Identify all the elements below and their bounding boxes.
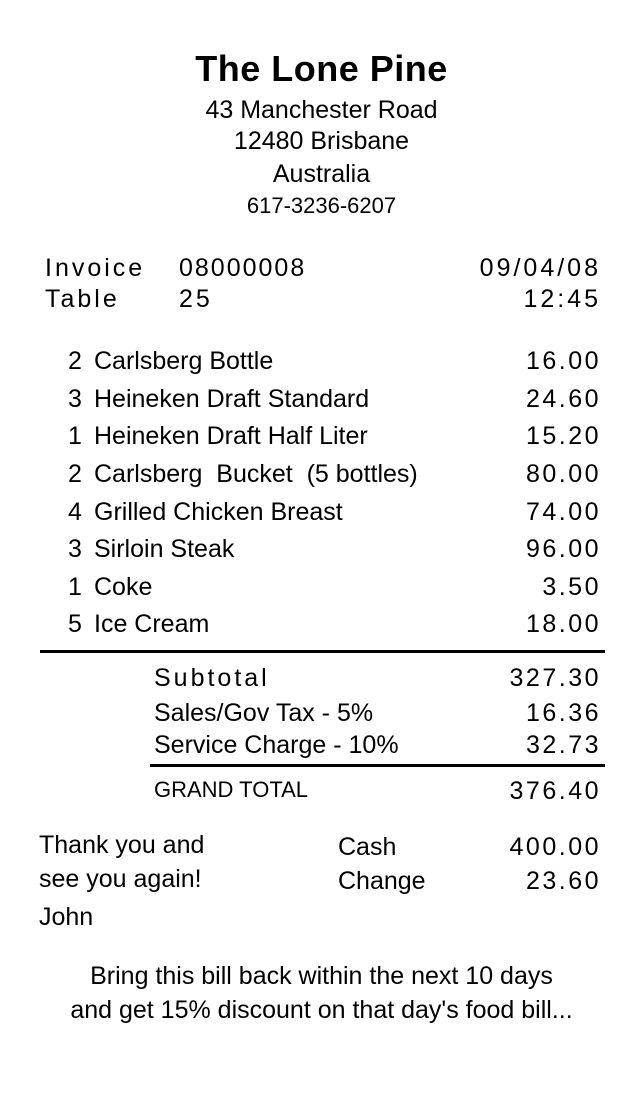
item-price: 74.00 [525, 498, 601, 526]
items-divider [40, 650, 605, 653]
item-price: 96.00 [525, 535, 601, 563]
service-charge-value: 32.73 [525, 731, 601, 759]
item-qty: 2 [68, 347, 82, 375]
service-charge-label: Service Charge - 10% [154, 731, 399, 759]
item-qty: 1 [68, 422, 82, 450]
store-address-line1: 43 Manchester Road [205, 96, 438, 124]
item-name: Sirloin Steak [94, 535, 235, 563]
change-value: 23.60 [525, 867, 601, 895]
item-name: Coke [94, 573, 153, 601]
tax-value: 16.36 [525, 699, 601, 727]
item-name: Grilled Chicken Breast [94, 498, 343, 526]
thanks-line2: see you again! [39, 865, 202, 893]
item-qty: 4 [68, 498, 82, 526]
invoice-label: Invoice [45, 254, 146, 282]
item-qty: 3 [68, 385, 82, 413]
invoice-date: 09/04/08 [479, 254, 601, 282]
table-label: Table [45, 285, 120, 313]
item-name: Ice Cream [94, 610, 210, 638]
totals-divider [150, 764, 605, 767]
invoice-number: 08000008 [179, 254, 307, 282]
invoice-time: 12:45 [523, 285, 601, 313]
store-address-line3: Australia [272, 160, 371, 188]
item-price: 24.60 [525, 385, 601, 413]
item-price: 3.50 [542, 573, 601, 601]
item-price: 15.20 [525, 422, 601, 450]
item-qty: 3 [68, 535, 82, 563]
item-qty: 2 [68, 460, 82, 488]
item-name: Carlsberg Bottle [94, 347, 274, 375]
promo-line1: Bring this bill back within the next 10 days [90, 962, 553, 990]
item-name: Carlsberg Bucket (5 bottles) [94, 460, 418, 488]
cash-value: 400.00 [509, 833, 601, 861]
tax-label: Sales/Gov Tax - 5% [154, 699, 374, 727]
table-number: 25 [179, 285, 213, 313]
item-price: 16.00 [525, 347, 601, 375]
item-price: 18.00 [525, 610, 601, 638]
thanks-line1: Thank you and [39, 831, 205, 859]
item-price: 80.00 [525, 460, 601, 488]
grand-total-label: GRAND TOTAL [154, 777, 309, 802]
grand-total-value: 376.40 [509, 777, 601, 805]
change-label: Change [338, 867, 426, 895]
item-name: Heineken Draft Standard [94, 385, 370, 413]
cash-label: Cash [338, 833, 397, 861]
store-name: The Lone Pine [195, 48, 448, 89]
item-qty: 5 [68, 610, 82, 638]
item-qty: 1 [68, 573, 82, 601]
server-name: John [39, 903, 94, 931]
subtotal-label: Subtotal [154, 664, 270, 692]
promo-line2: and get 15% discount on that day's food bill... [70, 996, 573, 1024]
store-phone: 617-3236-6207 [246, 193, 397, 218]
item-name: Heineken Draft Half Liter [94, 422, 368, 450]
store-address-line2: 12480 Brisbane [233, 127, 410, 155]
subtotal-value: 327.30 [509, 664, 601, 692]
